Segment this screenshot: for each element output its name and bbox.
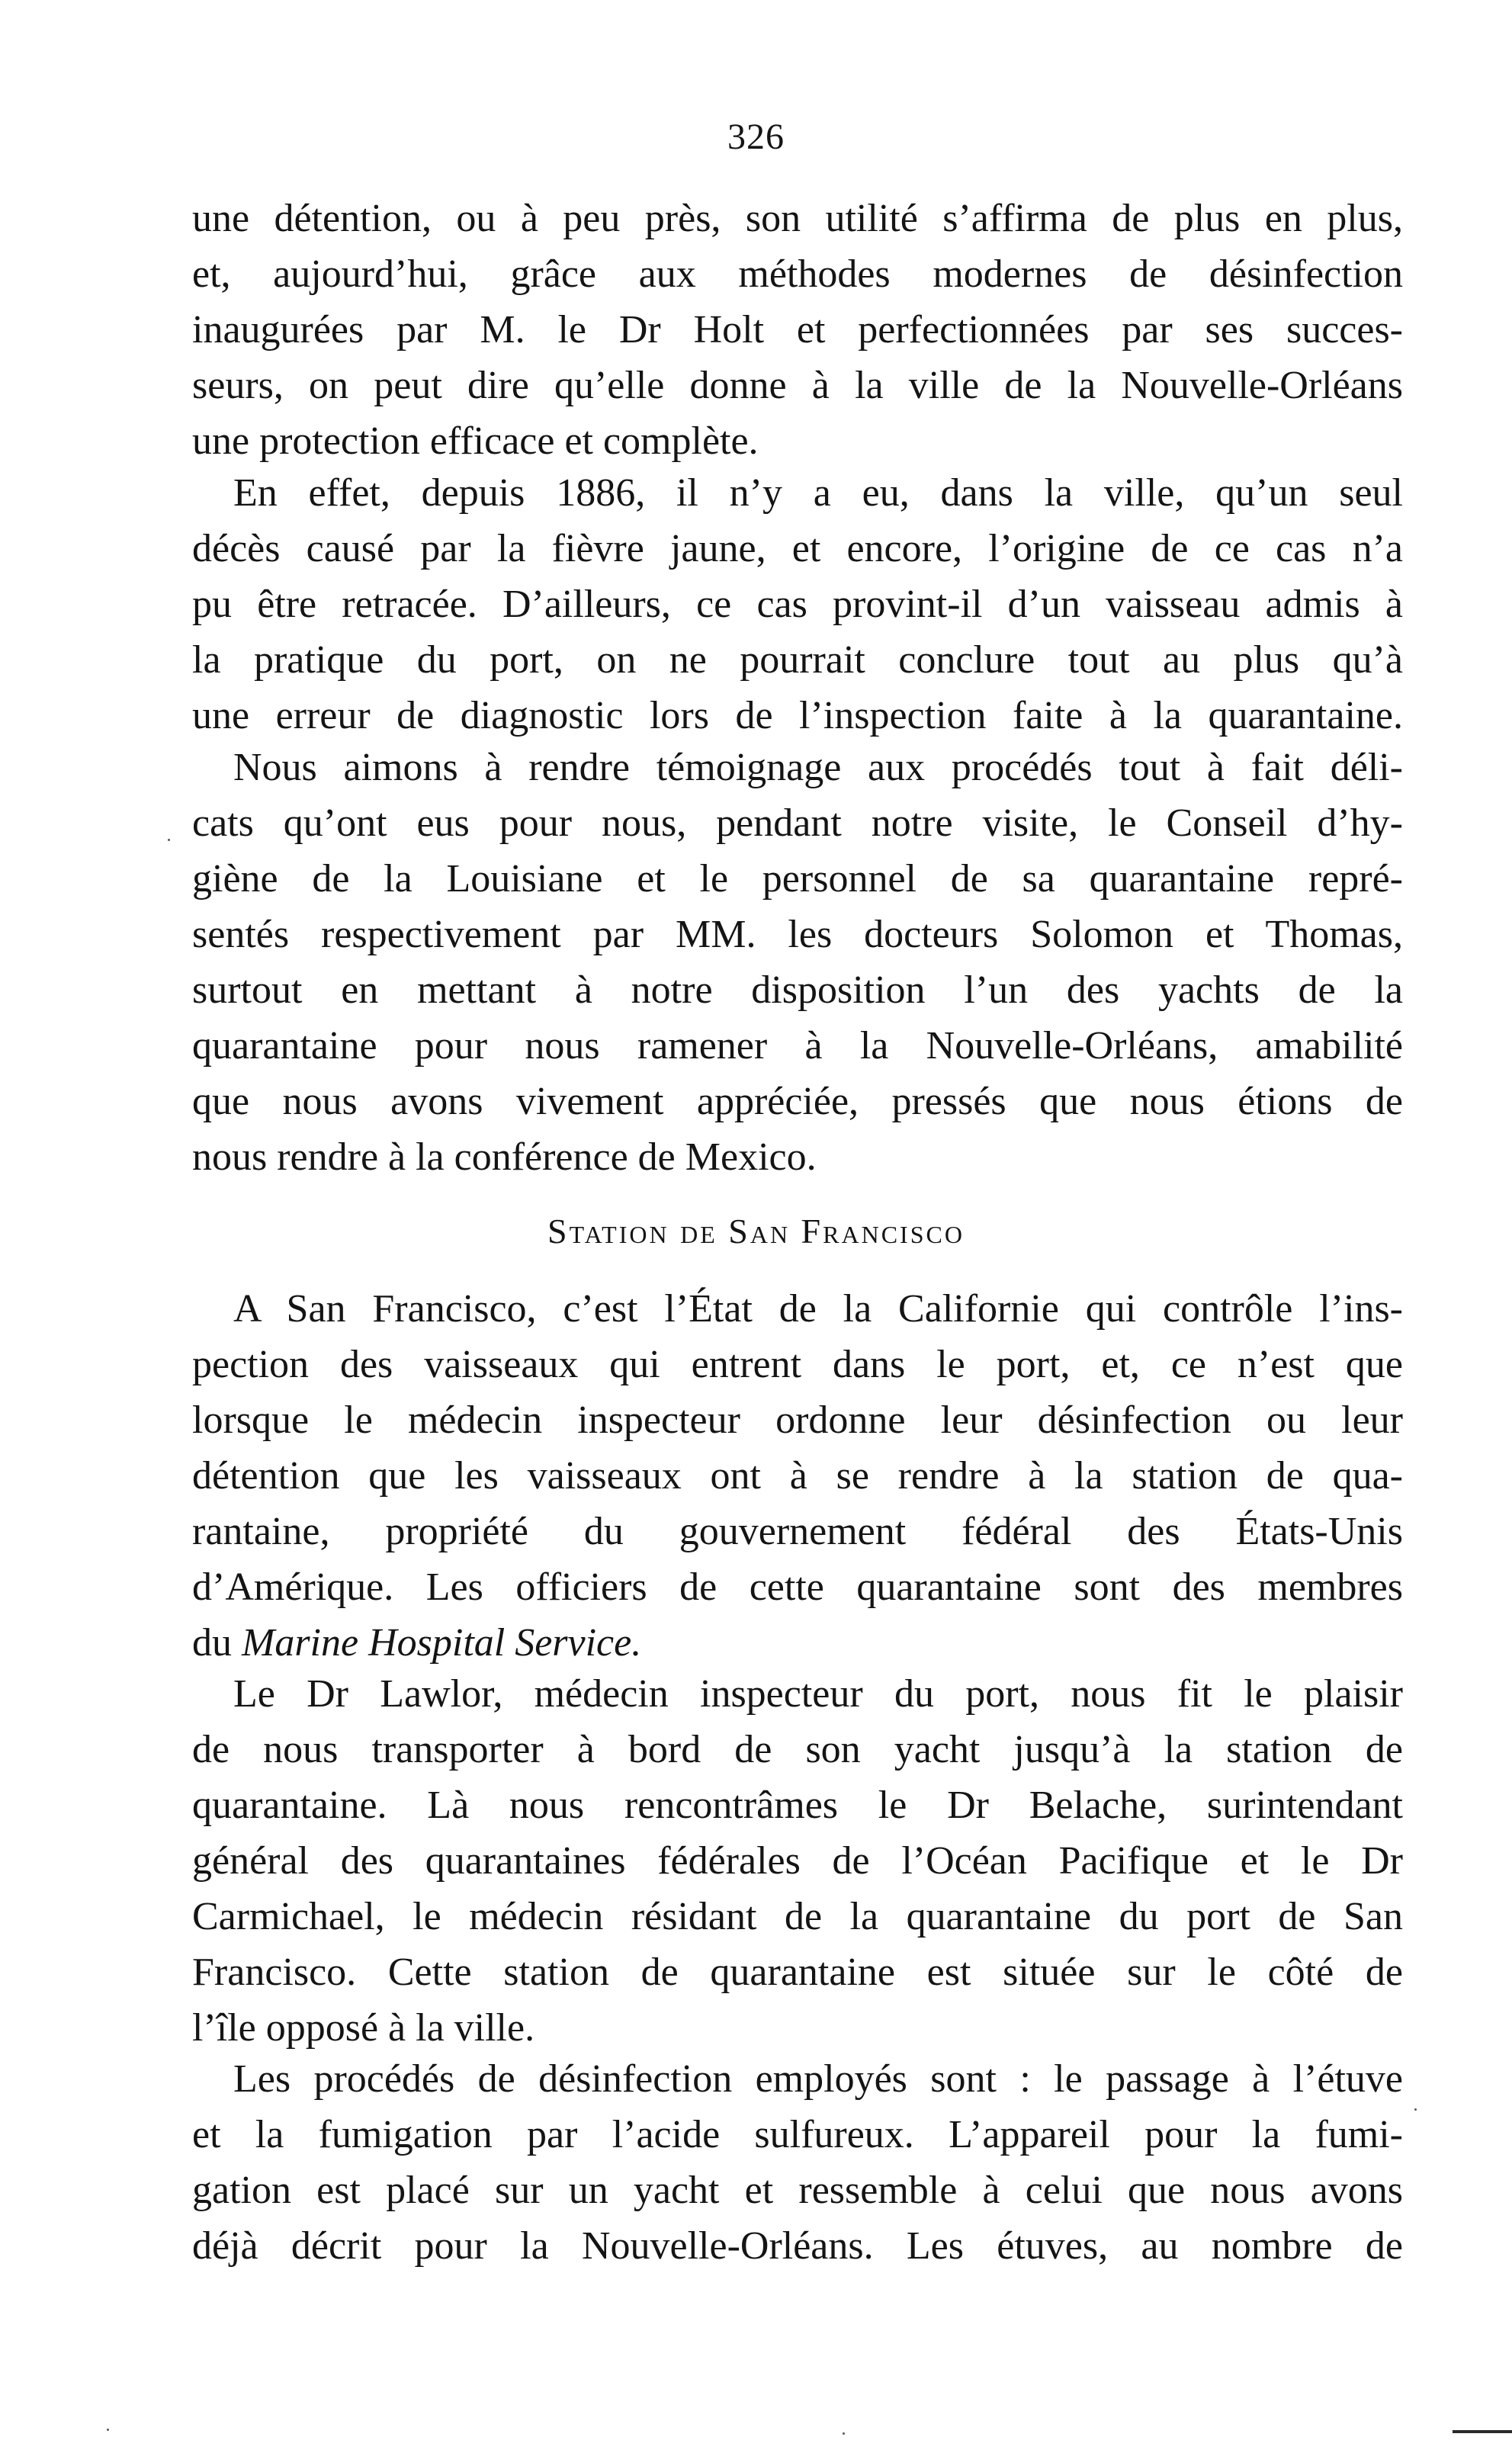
- scan-speck: [168, 839, 170, 841]
- paragraph-since-1886: [192, 465, 1403, 743]
- section-title: Station de San Francisco: [547, 1212, 965, 1251]
- paragraph-continuation: [192, 191, 1403, 469]
- italic-service-name: Marine Hospital Service.: [242, 1621, 642, 1665]
- text-line: sentés respectivement par MM. les docteurs Solomon et Thomas,: [192, 913, 1403, 956]
- paragraph-san-francisco: [192, 1281, 1403, 1671]
- text-line: lorsque le médecin inspecteur ordonne leur désinfection ou leur: [192, 1398, 1403, 1442]
- text-line: Le Dr Lawlor, médecin inspecteur du port, nous fit le plaisir: [233, 1672, 1403, 1716]
- text-line: quarantaine. Là nous rencontrâmes le Dr Belache, surintendant: [192, 1784, 1403, 1827]
- text-line: quarantaine pour nous ramener à la Nouvelle-Orléans, amabilité: [192, 1024, 1403, 1068]
- text-line: En effet, depuis 1886, il n’y a eu, dans la ville, qu’un seul: [233, 471, 1403, 515]
- text-line: pu être retracée. D’ailleurs, ce cas provint-il d’un vaisseau admis à: [192, 583, 1403, 626]
- page-number: 326: [727, 117, 785, 157]
- text-line: nous rendre à la conférence de Mexico.: [192, 1135, 817, 1179]
- text-line: cats qu’ont eus pour nous, pendant notre visite, le Conseil d’hy-: [192, 801, 1403, 845]
- text-line: général des quarantaines fédérales de l’Océan Pacifique et le Dr: [192, 1839, 1403, 1883]
- scan-speck: [843, 2432, 845, 2435]
- text-line: que nous avons vivement appréciée, pressés que nous étions de: [192, 1080, 1403, 1123]
- scan-edge-rule: [1453, 2430, 1512, 2433]
- text-line: la pratique du port, on ne pourrait conclure tout au plus qu’à: [192, 638, 1403, 682]
- text-line: Nous aimons à rendre témoignage aux procédés tout à fait déli-: [233, 746, 1403, 789]
- text-line: déjà décrit pour la Nouvelle-Orléans. Les étuves, au nombre de: [192, 2224, 1403, 2268]
- text-line: surtout en mettant à notre disposition l’un des yachts de la: [192, 968, 1403, 1012]
- text-line: gation est placé sur un yacht et ressemble à celui que nous avons: [192, 2169, 1403, 2212]
- text-line: pection des vaisseaux qui entrent dans le port, et, ce n’est que: [192, 1343, 1403, 1386]
- text-line: giène de la Louisiane et le personnel de sa quarantaine repré-: [192, 857, 1403, 901]
- text-line: et, aujourd’hui, grâce aux méthodes modernes de désinfection: [192, 252, 1403, 296]
- text-line: d’Amérique. Les officiers de cette quarantaine sont des membres: [192, 1565, 1403, 1609]
- text-line: seurs, on peut dire qu’elle donne à la ville de la Nouvelle-Orléans: [192, 364, 1403, 407]
- scan-speck: [107, 2429, 109, 2431]
- text-line: détention que les vaisseaux ont à se rendre à la station de qua-: [192, 1454, 1403, 1498]
- paragraph-acknowledgement: [192, 740, 1403, 1185]
- text-line: décès causé par la fièvre jaune, et encore, l’origine de ce cas n’a: [192, 527, 1403, 570]
- paragraph-dr-lawlor: [192, 1666, 1403, 2056]
- text-line: Francisco. Cette station de quarantaine est située sur le côté de: [192, 1951, 1403, 1994]
- text-line: l’île opposé à la ville.: [192, 2006, 535, 2050]
- text-line: A San Francisco, c’est l’État de la Californie qui contrôle l’ins-: [233, 1287, 1403, 1331]
- text-line: et la fumigation par l’acide sulfureux. L’appareil pour la fumi-: [192, 2113, 1403, 2156]
- text-line: une protection efficace et complète.: [192, 419, 759, 463]
- text-line: une détention, ou à peu près, son utilité s’affirma de plus en plus,: [192, 197, 1403, 240]
- text-line: rantaine, propriété du gouvernement fédéral des États-Unis: [192, 1510, 1403, 1553]
- scan-speck: [1414, 2108, 1417, 2111]
- text-line: inaugurées par M. le Dr Holt et perfectionnées par ses succes-: [192, 308, 1403, 352]
- text-line: [192, 1615, 1403, 1671]
- text-line: de nous transporter à bord de son yacht jusqu’à la station de: [192, 1728, 1403, 1771]
- paragraph-disinfection-procedures: [192, 2051, 1403, 2274]
- text-fragment: du: [192, 1621, 242, 1665]
- text-line: Carmichael, le médecin résidant de la quarantaine du port de San: [192, 1895, 1403, 1938]
- text-line: une erreur de diagnostic lors de l’inspection faite à la quarantaine.: [192, 694, 1403, 737]
- text-line: Les procédés de désinfection employés sont : le passage à l’étuve: [233, 2057, 1403, 2101]
